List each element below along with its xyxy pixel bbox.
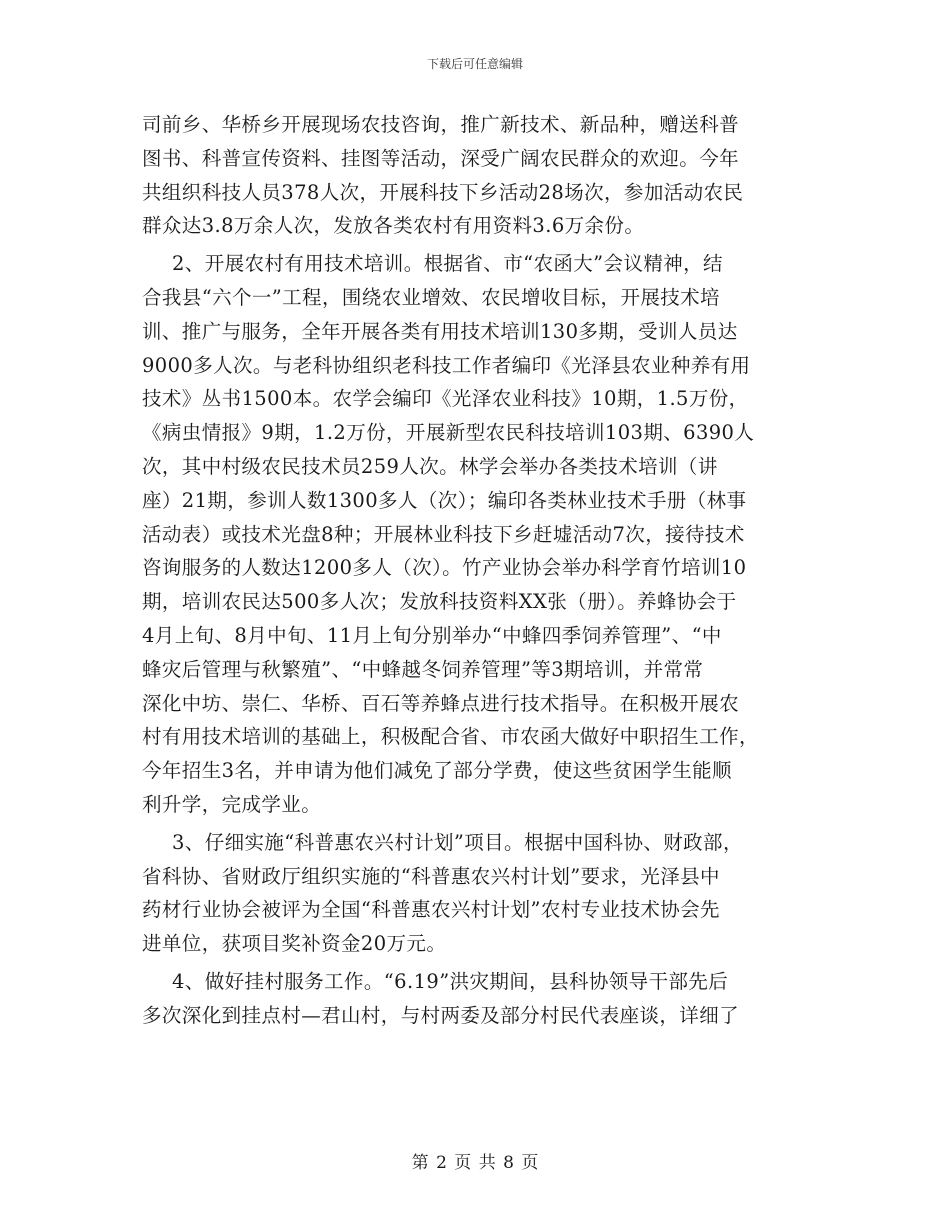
- body-text-line: 训、推广与服务，全年开展各类有用技术培训130多期，受训人员达: [142, 319, 738, 343]
- body-text-line: 利升学，完成学业。: [142, 792, 322, 816]
- page-header-note: 下载后可任意编辑: [426, 57, 523, 71]
- paragraph-first-line: 2、开展农村有用技术培训。根据省、市“农函大”会议精神，结: [172, 252, 723, 276]
- body-text-line: 药材行业协会被评为全国“科普惠农兴村计划”农村专业技术协会先: [142, 898, 720, 922]
- paragraph-first-line: 4、做好挂村服务工作。“6.19”洪灾期间，县科协领导干部先后: [172, 969, 729, 993]
- body-text-line: 多次深化到挂点村—君山村，与村两委及部分村民代表座谈，详细了: [142, 1003, 740, 1027]
- body-text-line: 活动表）或技术光盘8种；开展林业科技下乡赶墟活动7次，接待技术: [142, 522, 745, 546]
- body-text-line: 咨询服务的人数达1200多人（次）。竹产业协会举办科学育竹培训10: [142, 556, 747, 580]
- body-text-line: 技术》丛书1500本。农学会编印《光泽农业科技》10期，1.5万份，: [142, 387, 749, 411]
- body-text-line: 深化中坊、崇仁、华桥、百石等养蜂点进行技术指导。在积极开展农: [142, 691, 740, 715]
- body-text-line: 共组织科技人员378人次，开展科技下乡活动28场次，参加活动农民: [142, 180, 744, 204]
- body-text-line: 《病虫情报》9期，1.2万份，开展新型农民科技培训103期、6390人: [142, 421, 755, 445]
- body-text-line: 村有用技术培训的基础上，积极配合省、市农函大做好中职招生工作，: [142, 725, 759, 749]
- body-text-line: 进单位，获项目奖补资金20万元。: [142, 932, 447, 956]
- body-text-line: 群众达3.8万余人次，发放各类农村有用资料3.6万余份。: [142, 214, 645, 238]
- body-text-line: 今年招生3名，并申请为他们减免了部分学费，使这些贫困学生能顺: [142, 759, 732, 783]
- body-text-line: 次，其中村级农民技术员259人次。林学会举办各类技术培训（讲: [142, 454, 718, 478]
- body-text-line: 省科协、省财政厅组织实施的“科普惠农兴村计划”要求，光泽县中: [142, 864, 720, 888]
- body-text-line: 座）21期，参训人数1300多人（次）；编印各类林业技术手册（林事: [142, 488, 747, 512]
- body-text-line: 蜂灾后管理与秋繁殖”、“中蜂越冬饲养管理”等3期培训，并常常: [142, 657, 704, 681]
- body-text-line: 司前乡、华桥乡开展现场农技咨询，推广新技术、新品种，赠送科普: [142, 113, 740, 136]
- page-number-footer: 第 2 页 共 8 页: [411, 1153, 539, 1173]
- body-text-line: 4月上旬、8月中旬、11月上旬分别举办“中蜂四季饲养管理”、“中: [142, 623, 722, 647]
- document-body: [142, 108, 810, 1033]
- body-text-line: 图书、科普宣传资料、挂图等活动，深受广阔农民群众的欢迎。今年: [142, 146, 740, 170]
- body-text-line: 合我县“六个一”工程，围绕农业增效、农民增收目标，开展技术培: [142, 285, 720, 309]
- body-text-line: 期，培训农民达500多人次；发放科技资料XX张（册）。养蜂协会于: [142, 590, 737, 614]
- body-text-line: 9000多人次。与老科协组织老科技工作者编印《光泽县农业种养有用: [142, 353, 751, 377]
- paragraph-first-line: 3、仔细实施“科普惠农兴村计划”项目。根据中国科协、财政部，: [172, 830, 743, 854]
